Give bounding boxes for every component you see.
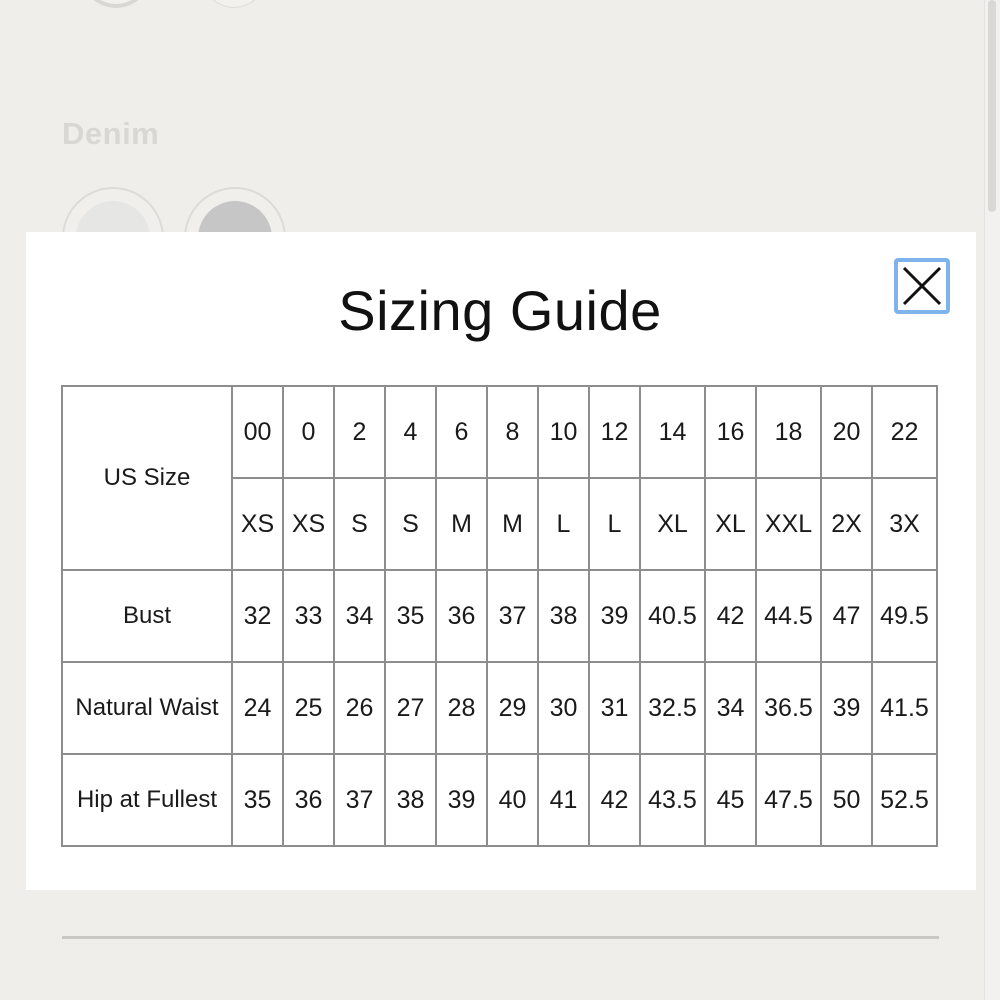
us-size-cell: 18 — [756, 386, 821, 478]
waist-cell: 32.5 — [640, 662, 705, 754]
hip-cell: 41 — [538, 754, 589, 846]
hip-cell: 35 — [232, 754, 283, 846]
hip-cell: 47.5 — [756, 754, 821, 846]
us-size-cell: 6 — [436, 386, 487, 478]
close-button[interactable] — [894, 258, 950, 314]
us-size-cell: 00 — [232, 386, 283, 478]
bust-cell: 44.5 — [756, 570, 821, 662]
waist-cell: 39 — [821, 662, 872, 754]
bust-cell: 40.5 — [640, 570, 705, 662]
us-size-cell: 22 — [872, 386, 937, 478]
denim-section-heading: Denim — [62, 116, 160, 151]
waist-cell: 27 — [385, 662, 436, 754]
waist-cell: 41.5 — [872, 662, 937, 754]
hip-cell: 38 — [385, 754, 436, 846]
hip-cell: 43.5 — [640, 754, 705, 846]
natural-waist-row — [62, 662, 937, 754]
bust-cell: 47 — [821, 570, 872, 662]
hip-cell: 52.5 — [872, 754, 937, 846]
color-swatch[interactable] — [75, 0, 157, 8]
letter-size-cell: XL — [705, 478, 756, 570]
waist-cell: 34 — [705, 662, 756, 754]
hip-cell: 40 — [487, 754, 538, 846]
scrollbar-thumb[interactable] — [988, 0, 996, 212]
bust-cell: 34 — [334, 570, 385, 662]
us-size-cell: 14 — [640, 386, 705, 478]
bust-cell: 42 — [705, 570, 756, 662]
us-size-cell: 4 — [385, 386, 436, 478]
bust-cell: 32 — [232, 570, 283, 662]
waist-cell: 29 — [487, 662, 538, 754]
bust-cell: 33 — [283, 570, 334, 662]
sizing-table — [61, 385, 938, 847]
letter-size-cell: S — [334, 478, 385, 570]
hip-cell: 37 — [334, 754, 385, 846]
bust-cell: 49.5 — [872, 570, 937, 662]
hip-cell: 45 — [705, 754, 756, 846]
waist-cell: 31 — [589, 662, 640, 754]
close-x-icon — [898, 262, 946, 310]
letter-size-cell: L — [589, 478, 640, 570]
hip-cell: 42 — [589, 754, 640, 846]
us-size-cell: 20 — [821, 386, 872, 478]
scrollbar[interactable] — [984, 0, 1000, 1000]
row-label-bust: Bust — [62, 570, 232, 662]
waist-cell: 25 — [283, 662, 334, 754]
waist-cell: 24 — [232, 662, 283, 754]
row-label-natural-waist: Natural Waist — [62, 662, 232, 754]
letter-size-cell: XXL — [756, 478, 821, 570]
letter-size-cell: L — [538, 478, 589, 570]
hip-cell: 50 — [821, 754, 872, 846]
bust-cell: 36 — [436, 570, 487, 662]
letter-size-cell: 2X — [821, 478, 872, 570]
divider — [62, 936, 939, 939]
letter-size-cell: XS — [283, 478, 334, 570]
color-swatch[interactable] — [195, 0, 273, 8]
waist-cell: 36.5 — [756, 662, 821, 754]
letter-size-cell: XS — [232, 478, 283, 570]
bust-cell: 37 — [487, 570, 538, 662]
waist-cell: 28 — [436, 662, 487, 754]
bust-cell: 39 — [589, 570, 640, 662]
row-label-us-size: US Size — [62, 386, 232, 570]
letter-size-cell: S — [385, 478, 436, 570]
waist-cell: 26 — [334, 662, 385, 754]
us-size-cell: 10 — [538, 386, 589, 478]
us-size-cell: 16 — [705, 386, 756, 478]
bust-cell: 38 — [538, 570, 589, 662]
letter-size-cell: 3X — [872, 478, 937, 570]
modal-title: Sizing Guide — [338, 279, 662, 342]
us-size-cell: 0 — [283, 386, 334, 478]
hip-cell: 36 — [283, 754, 334, 846]
letter-size-cell: M — [436, 478, 487, 570]
row-label-hip: Hip at Fullest — [62, 754, 232, 846]
us-size-row — [62, 386, 937, 478]
letter-size-cell: XL — [640, 478, 705, 570]
waist-cell: 30 — [538, 662, 589, 754]
bust-cell: 35 — [385, 570, 436, 662]
us-size-cell: 8 — [487, 386, 538, 478]
us-size-cell: 12 — [589, 386, 640, 478]
us-size-cell: 2 — [334, 386, 385, 478]
letter-size-cell: M — [487, 478, 538, 570]
bust-row — [62, 570, 937, 662]
hip-cell: 39 — [436, 754, 487, 846]
hip-row — [62, 754, 937, 846]
